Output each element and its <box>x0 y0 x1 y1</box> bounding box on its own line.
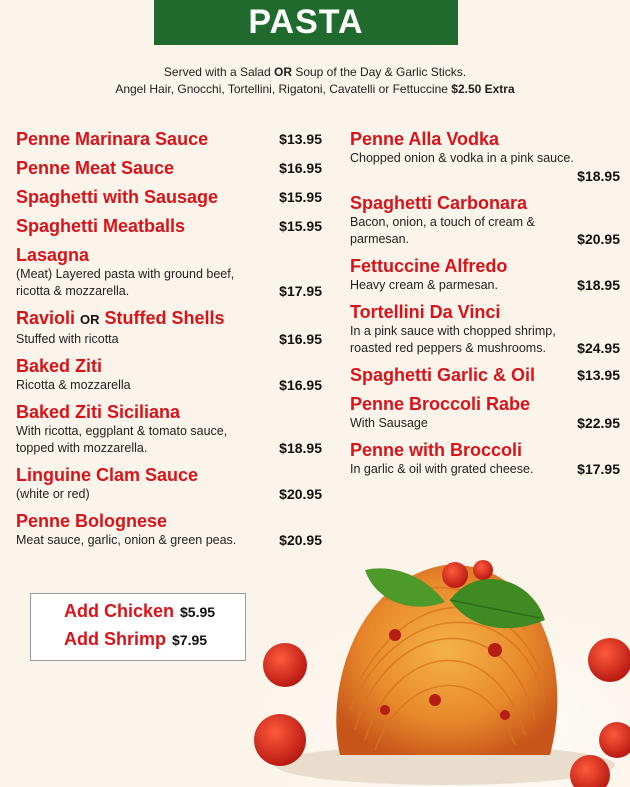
item-description: Meat sauce, garlic, onion & green peas. <box>16 533 237 547</box>
item-description: (Meat) Layered pasta with ground beef, ricotta & mozzarella. <box>16 267 235 298</box>
item-name: Lasagna <box>16 245 90 265</box>
item-name: Penne Meat Sauce <box>16 158 175 178</box>
item-description: In garlic & oil with grated cheese. <box>350 462 534 476</box>
item-price: $24.95 <box>577 340 620 356</box>
item-price: $20.95 <box>279 532 322 548</box>
menu-item <box>16 355 322 394</box>
item-description: In a pink sauce with chopped shrimp, roasted red peppers & mushrooms. <box>350 324 556 355</box>
item-price: $16.95 <box>279 160 322 176</box>
item-description: With Sausage <box>350 416 428 430</box>
tomato-icon <box>473 560 493 580</box>
intro-line-1: Served with a Salad OR Soup of the Day & Garlic Sticks. <box>163 65 467 79</box>
add-protein-box <box>30 593 246 661</box>
menu-item <box>350 128 620 185</box>
item-price: $16.95 <box>279 331 322 347</box>
item-name: Fettuccine Alfredo <box>350 256 508 276</box>
item-name: Penne Broccoli Rabe <box>350 394 531 414</box>
menu-item <box>16 157 322 179</box>
item-price: $16.95 <box>279 377 322 393</box>
item-description: With ricotta, eggplant & tomato sauce, topped with mozzarella. <box>16 424 228 455</box>
item-description: Bacon, onion, a touch of cream & parmesan. <box>350 215 535 246</box>
item-price: $17.95 <box>279 283 322 299</box>
menu-section-title: PASTA <box>154 0 458 45</box>
item-name: Penne Alla Vodka <box>350 129 500 149</box>
item-price: $13.95 <box>279 131 322 147</box>
menu-item <box>350 255 620 294</box>
item-name: Spaghetti Meatballs <box>16 216 186 236</box>
menu-item <box>16 186 322 208</box>
item-name: Penne with Broccoli <box>350 440 523 460</box>
menu-item <box>350 393 620 432</box>
item-name: Spaghetti Carbonara <box>350 193 528 213</box>
item-name: Penne Bolognese <box>16 511 168 531</box>
left-menu-column <box>16 128 322 556</box>
item-price: $15.95 <box>279 189 322 205</box>
item-price: $18.95 <box>577 168 620 184</box>
item-description: Chopped onion & vodka in a pink sauce. <box>350 151 574 165</box>
menu-item <box>16 244 322 300</box>
item-price: $18.95 <box>577 277 620 293</box>
tomato-icon <box>588 638 630 682</box>
item-price: $18.95 <box>279 440 322 456</box>
item-price: $22.95 <box>577 415 620 431</box>
addon-item: Add Shrimp $7.95 <box>64 629 208 649</box>
tomato-icon <box>263 643 307 687</box>
addon-item: Add Chicken $5.95 <box>64 601 216 621</box>
item-name: Baked Ziti Siciliana <box>16 402 181 422</box>
item-name: Spaghetti with Sausage <box>16 187 219 207</box>
menu-item <box>16 307 322 348</box>
item-name: Baked Ziti <box>16 356 103 376</box>
intro-line-2: Angel Hair, Gnocchi, Tortellini, Rigatoni, Cavatelli or Fettuccine $2.50 Extra <box>115 82 515 96</box>
item-price: $15.95 <box>279 218 322 234</box>
item-name: Ravioli OR Stuffed Shells <box>16 308 225 328</box>
item-name: Penne Marinara Sauce <box>16 129 209 149</box>
spaghetti-photo <box>245 540 630 787</box>
item-price: $13.95 <box>577 367 620 383</box>
menu-item <box>16 215 322 237</box>
item-name: Tortellini Da Vinci <box>350 302 501 322</box>
item-price: $17.95 <box>577 461 620 477</box>
tomato-icon <box>442 562 468 588</box>
item-description: Stuffed with ricotta <box>16 332 119 346</box>
menu-item <box>16 128 322 150</box>
menu-item <box>350 192 620 248</box>
item-price: $20.95 <box>577 231 620 247</box>
menu-item <box>16 401 322 457</box>
menu-item <box>16 464 322 503</box>
item-description: (white or red) <box>16 487 90 501</box>
item-name: Spaghetti Garlic & Oil <box>350 365 536 385</box>
tomato-icon <box>254 714 306 766</box>
item-description: Ricotta & mozzarella <box>16 378 131 392</box>
menu-item <box>350 439 620 478</box>
item-name: Linguine Clam Sauce <box>16 465 199 485</box>
section-intro <box>0 64 630 98</box>
item-price: $20.95 <box>279 486 322 502</box>
menu-item <box>350 301 620 357</box>
menu-item <box>350 364 620 386</box>
right-menu-column <box>350 128 620 485</box>
item-description: Heavy cream & parmesan. <box>350 278 498 292</box>
